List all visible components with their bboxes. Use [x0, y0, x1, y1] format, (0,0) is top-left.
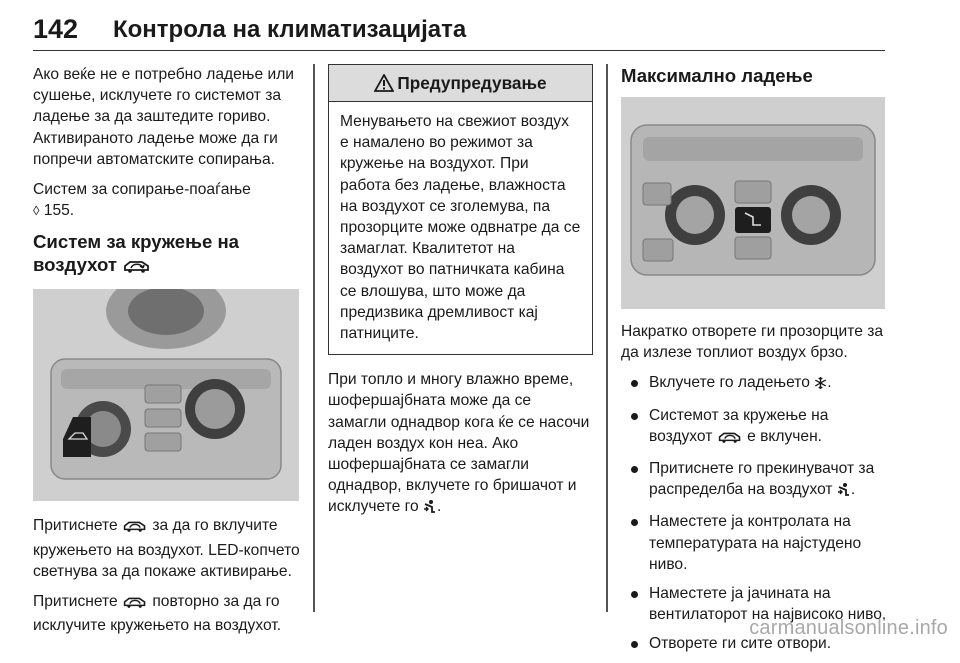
page-number: 142: [33, 14, 79, 44]
warning-triangle-icon: [374, 68, 394, 104]
paragraph-max-cooling-intro: Накратко отворете ги прозорците за да излезе топлиот воздух брзо.: [621, 323, 884, 362]
column-left: [33, 64, 301, 645]
warning-header: [329, 65, 592, 102]
heading-air-recirculation-text: Систем за кружење на воздухот: [33, 231, 240, 276]
paragraph-recirc-on: [33, 515, 301, 582]
step-text: Отворете ги сите отвори.: [649, 635, 832, 653]
recirc-off-description: повторно за да го исклучите кружењето на воздухот.: [33, 593, 282, 635]
page-header: [33, 14, 885, 51]
paragraph-cooling-off: Ако веќе не е потребно ладење или сушење, исклучете го системот за ладење за да заштедите гориво. Активираното ладење може да ги попречи автоматските сопирања.: [33, 66, 295, 168]
step-text: Вклучете го ладењето: [649, 374, 810, 392]
step-text-end: .: [827, 374, 832, 392]
recirculation-car-icon: [122, 594, 148, 615]
warning-text: Менувањето на свежиот воздух е намалено во режимот за кружење на воздухот. При работа без ладење, влажноста на воздухот се зголемува, па прозорците може одвнатре да се замаглат. Квалитетот на воздухот во патничката кабина се влошува, што може да предизвика дремливост кај патниците.: [340, 113, 581, 343]
list-item: [621, 458, 889, 503]
page-ref-number[interactable]: 155.: [39, 202, 75, 220]
air-distribution-icon: [837, 482, 851, 503]
step-text-end: .: [850, 481, 856, 499]
stop-start-label: Систем за сопирање-поаѓање: [33, 181, 251, 199]
warning-title: Предупредување: [397, 73, 547, 93]
list-item: [621, 511, 889, 575]
recirc-off-press-label: Притиснете: [33, 593, 118, 611]
paragraph-windshield-fog: [328, 369, 593, 520]
max-cooling-steps: [621, 372, 889, 654]
warning-box: [328, 64, 593, 355]
air-distribution-icon: [423, 499, 437, 520]
column-right: [621, 64, 889, 663]
step-text: Наместете ја контролата на температурата на најстудено ниво.: [649, 513, 862, 573]
windshield-fog-text: При топло и многу влажно време, шофершајбната може да се замагли однадвор кога ќе се насочи ладен воздух кон неа. Ако шофершајбната се замагли однадвор, вклучете го бришачот и исклучете го: [328, 371, 590, 516]
heading-air-recirculation: [33, 230, 301, 279]
recirculation-car-icon: [122, 518, 148, 539]
step-text: Наместете ја јачината на вентилаторот на највисоко ниво.: [649, 585, 887, 624]
column-divider-1: [313, 64, 315, 612]
list-item: [621, 405, 889, 450]
page-ref-arrow: ◊: [33, 203, 40, 219]
climate-panel-photo-max-cooling: [621, 97, 885, 309]
snowflake-icon: [814, 375, 827, 396]
step-text: Притиснете го прекинувачот за распределба на воздухот: [649, 460, 875, 499]
recirculation-car-icon: [122, 256, 152, 279]
climate-panel-photo-recirculation: [33, 289, 299, 501]
column-divider-2: [606, 64, 608, 612]
watermark: carmanualsonline.info: [749, 617, 948, 639]
step-text: Системот за кружење на воздухот: [649, 406, 829, 445]
recirc-on-press-label: Притиснете: [33, 517, 118, 535]
recirc-on-description: за да го вклучите кружењето на воздухот. LED-копчето светнува за да покаже активирање.: [33, 517, 300, 580]
list-item: [621, 372, 889, 396]
chapter-title: Контрола на климатизацијата: [113, 16, 467, 43]
windshield-fog-end: .: [437, 498, 442, 516]
recirculation-car-icon: [717, 429, 743, 450]
step-text-end: е вклучен.: [747, 427, 823, 445]
heading-max-cooling: Максимално ладење: [621, 65, 813, 86]
paragraph-recirc-off: [33, 591, 301, 636]
column-middle: [328, 64, 593, 530]
paragraph-stop-start-ref: [33, 179, 301, 221]
